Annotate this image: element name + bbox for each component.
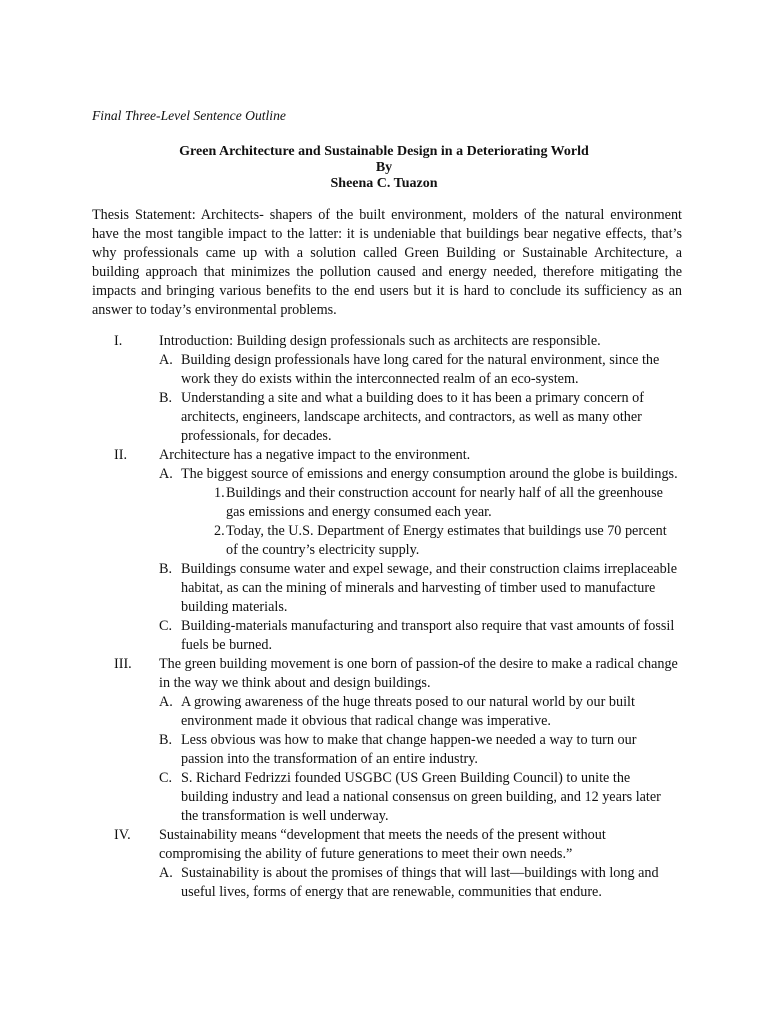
section-numeral: III. bbox=[114, 656, 132, 672]
point-letter: C. bbox=[159, 770, 173, 786]
outline-point bbox=[0, 769, 768, 826]
author-name: Sheena C. Tuazon bbox=[330, 176, 438, 191]
point-text: Building-materials manufacturing and transport also require that vast amounts of fossil fuels be burned. bbox=[181, 618, 675, 653]
point-text: Understanding a site and what a building does to it has been a primary concern of architects, engineers, landscape architects, and contractors, as well as many other professionals, for decades. bbox=[181, 390, 644, 444]
point-letter: A. bbox=[159, 694, 173, 710]
point-text: A growing awareness of the huge threats posed to our natural world by our built environment made it obvious that radical change was imperative. bbox=[181, 694, 635, 729]
outline-section-4 bbox=[0, 826, 768, 864]
outline-section-3 bbox=[0, 655, 768, 693]
subpoint-text: Buildings and their construction account for nearly half of all the greenhouse gas emissions and energy consumed each year. bbox=[226, 485, 663, 520]
outline-subpoint bbox=[0, 522, 768, 560]
subpoint-number: 2. bbox=[214, 523, 225, 539]
paper-title: Green Architecture and Sustainable Design in a Deteriorating World bbox=[179, 144, 589, 159]
point-letter: C. bbox=[159, 618, 173, 634]
outline-point bbox=[0, 560, 768, 617]
point-text: Less obvious was how to make that change happen-we needed a way to turn our passion into the transformation of an entire industry. bbox=[181, 732, 637, 767]
section-text: Introduction: Building design professionals such as architects are responsible. bbox=[159, 333, 601, 349]
point-letter: B. bbox=[159, 390, 173, 406]
outline-section-2 bbox=[0, 446, 768, 465]
point-text: Sustainability is about the promises of things that will last—buildings with long and useful lives, forms of energy that are renewable, communities that endure. bbox=[181, 865, 659, 900]
subpoint-number: 1. bbox=[214, 485, 225, 501]
point-letter: A. bbox=[159, 466, 173, 482]
point-letter: A. bbox=[159, 352, 173, 368]
section-text: Architecture has a negative impact to the environment. bbox=[159, 447, 471, 463]
point-letter: B. bbox=[159, 561, 173, 577]
byline-by: By bbox=[375, 160, 393, 175]
point-letter: A. bbox=[159, 865, 173, 881]
point-text: Building design professionals have long cared for the natural environment, since the work they do exists within the interconnected realm of an eco-system. bbox=[181, 352, 660, 387]
section-numeral: I. bbox=[114, 333, 123, 349]
section-text: Sustainability means “development that meets the needs of the present without compromising the ability of future generations to meet their own needs.” bbox=[159, 827, 606, 862]
point-letter: B. bbox=[159, 732, 173, 748]
section-numeral: II. bbox=[114, 447, 127, 463]
outline-point bbox=[0, 389, 768, 446]
outline-point bbox=[0, 731, 768, 769]
subpoint-text: Today, the U.S. Department of Energy estimates that buildings use 70 percent of the country’s electricity supply. bbox=[226, 523, 667, 558]
thesis-statement: Thesis Statement: Architects- shapers of the built environment, molders of the natural environment have the most tangible impact to the latter: it is undeniable that buildings bear negative effects, that’s why professionals came up with a solution called Green Building or Sustainable Architecture, a building approach that minimizes the pollution caused and energy needed, therefore mitigating the impacts and bringing various benefits to the end users but it is hard to conclude its sufficiency as an answer to today’s environmental problems. bbox=[92, 207, 682, 318]
point-text: The biggest source of emissions and energy consumption around the globe is buildings. bbox=[181, 466, 678, 482]
outline-point bbox=[0, 693, 768, 731]
outline-section-1 bbox=[0, 332, 768, 351]
point-text: Buildings consume water and expel sewage, and their construction claims irreplaceable habitat, as can the mining of minerals and harvesting of timber used to manufacture building materials. bbox=[181, 561, 677, 615]
outline-point bbox=[0, 351, 768, 389]
document-type-label: Final Three-Level Sentence Outline bbox=[92, 108, 286, 123]
outline-point bbox=[0, 864, 768, 902]
outline-point bbox=[0, 465, 768, 484]
title-block bbox=[92, 144, 676, 192]
point-text: S. Richard Fedrizzi founded USGBC (US Green Building Council) to unite the building industry and lead a national consensus on green building, and 12 years later the transformation is well underway. bbox=[181, 770, 661, 824]
section-text: The green building movement is one born of passion-of the desire to make a radical change in the way we think about and design buildings. bbox=[159, 656, 678, 691]
section-numeral: IV. bbox=[114, 827, 131, 843]
outline-subpoint bbox=[0, 484, 768, 522]
outline-point bbox=[0, 617, 768, 655]
outline bbox=[0, 332, 768, 902]
